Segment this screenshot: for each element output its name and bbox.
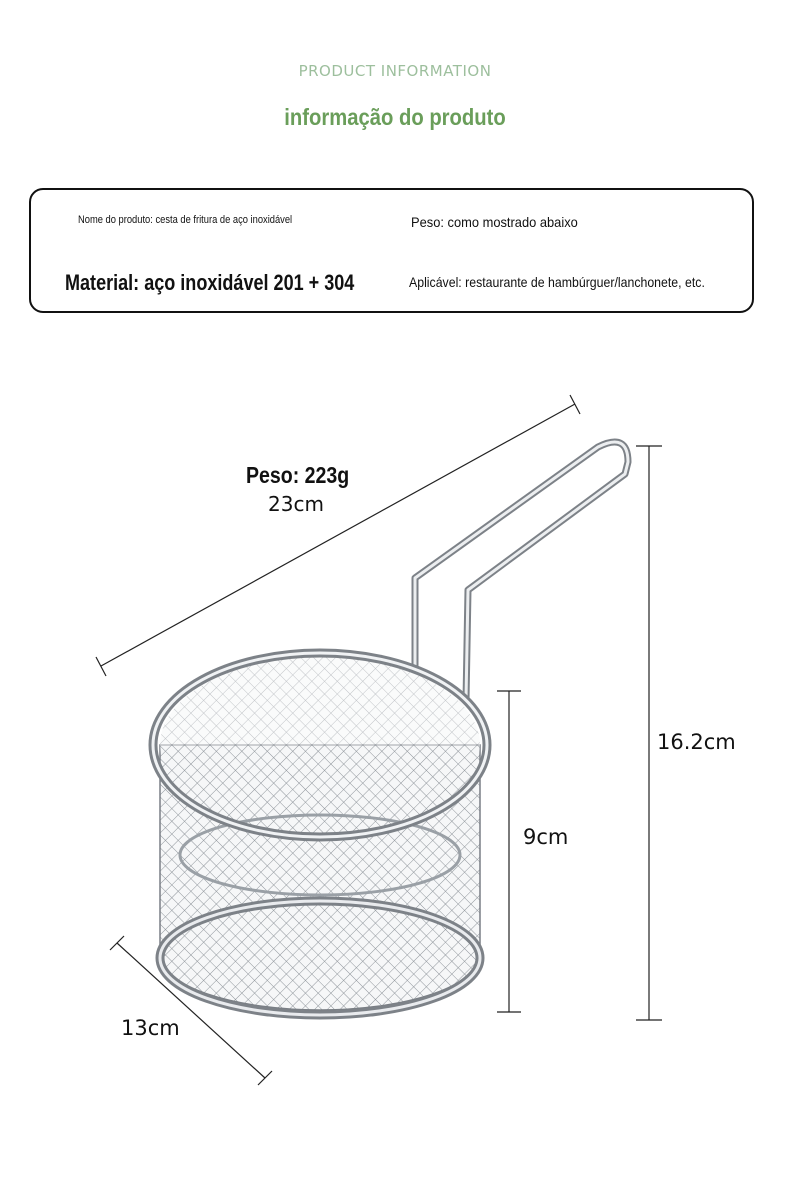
product-name-text: Nome do produto: cesta de fritura de aço inoxidável xyxy=(78,214,293,226)
section-subtitle: PRODUCT INFORMATION xyxy=(298,62,492,80)
weight-info-text: Peso: como mostrado abaixo xyxy=(411,214,578,230)
length-label: 23cm xyxy=(268,492,324,516)
basket-height-dimension-line xyxy=(497,691,521,1012)
diameter-label: 13cm xyxy=(121,1016,180,1040)
basket-height-label: 9cm xyxy=(523,825,569,849)
basket-handle xyxy=(415,442,628,700)
section-title: informação do produto xyxy=(284,104,506,130)
application-text: Aplicável: restaurante de hambúrguer/lanchonete, etc. xyxy=(409,274,705,290)
fry-basket xyxy=(153,653,487,1015)
length-dimension-line xyxy=(96,395,580,676)
weight-label: Peso: 223g xyxy=(246,462,350,488)
total-height-label: 16.2cm xyxy=(657,730,736,754)
material-text: Material: aço inoxidável 201 + 304 xyxy=(65,270,355,295)
